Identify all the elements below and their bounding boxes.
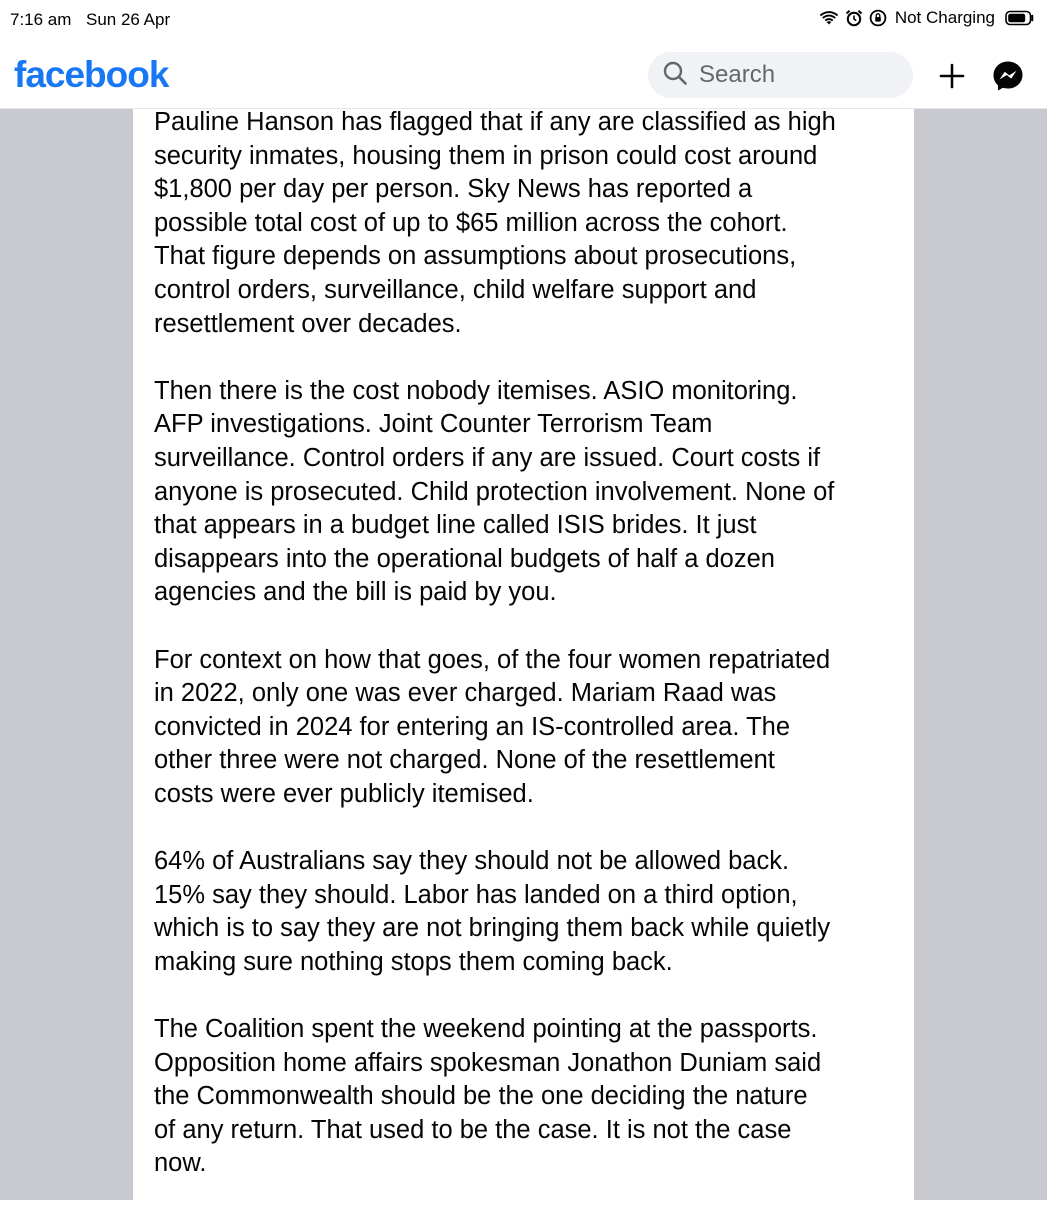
charging-status: Not Charging: [894, 8, 995, 27]
status-date: Sun 26 Apr: [86, 10, 171, 29]
status-time: 7:16 am: [10, 10, 72, 29]
post-paragraph: Then there is the cost nobody itemises. ASIO monitoring. AFP investigations. Joint Counter Terrorism Team surveillance. Control orders if any are issued. Court costs if anyone is prosecuted. Child protection involvement. None of that appears in a budget line called ISIS brides. It just disappears into the operational budgets of half a dozen agencies and the bill is paid by you.: [154, 376, 835, 607]
post-paragraph: Pauline Hanson has flagged that if any are classified as high security inmates, housing them in prison could cost around $1,800 per day per person. Sky News has reported a possible total cost of up to $65 million across the cohort. That figure depends on assumptions about prosecutions, control orders, surveillance, child welfare support and resettlement over decades.: [154, 108, 836, 338]
post-paragraph: 64% of Australians say they should not be allowed back. 15% say they should. Labor has landed on a third option, which is to say they are not bringing them back while quietly making sure nothing stops them coming back.: [154, 847, 831, 976]
post-paragraph: The Coalition spent the weekend pointing at the passports. Opposition home affairs spokesman Jonathon Duniam said the Commonwealth should be the one deciding the nature of any return. That used to be the case. It is not the case now.: [154, 1015, 822, 1178]
create-button[interactable]: [934, 58, 970, 94]
status-indicators: [819, 8, 1035, 28]
search-input[interactable]: [697, 60, 901, 90]
wifi-icon: [819, 10, 839, 26]
search-icon: [648, 60, 688, 91]
messenger-button[interactable]: [990, 58, 1026, 94]
top-navigation-bar: [0, 42, 1047, 109]
messenger-icon: [990, 81, 1026, 98]
post-text: [154, 106, 899, 1215]
orientation-lock-icon: [869, 9, 887, 27]
plus-icon: [934, 81, 970, 98]
facebook-logo[interactable]: facebook: [14, 54, 169, 95]
alarm-icon: [845, 9, 863, 27]
status-bar: [0, 0, 1047, 42]
post-paragraph: For context on how that goes, of the four women repatriated in 2022, only one was ever charged. Mariam Raad was convicted in 2024 for entering an IS-controlled area. The other three were not charged. None of the resettlement costs were ever publicly itemised.: [154, 645, 831, 808]
battery-icon: [1005, 10, 1035, 26]
search-box[interactable]: [648, 52, 913, 98]
